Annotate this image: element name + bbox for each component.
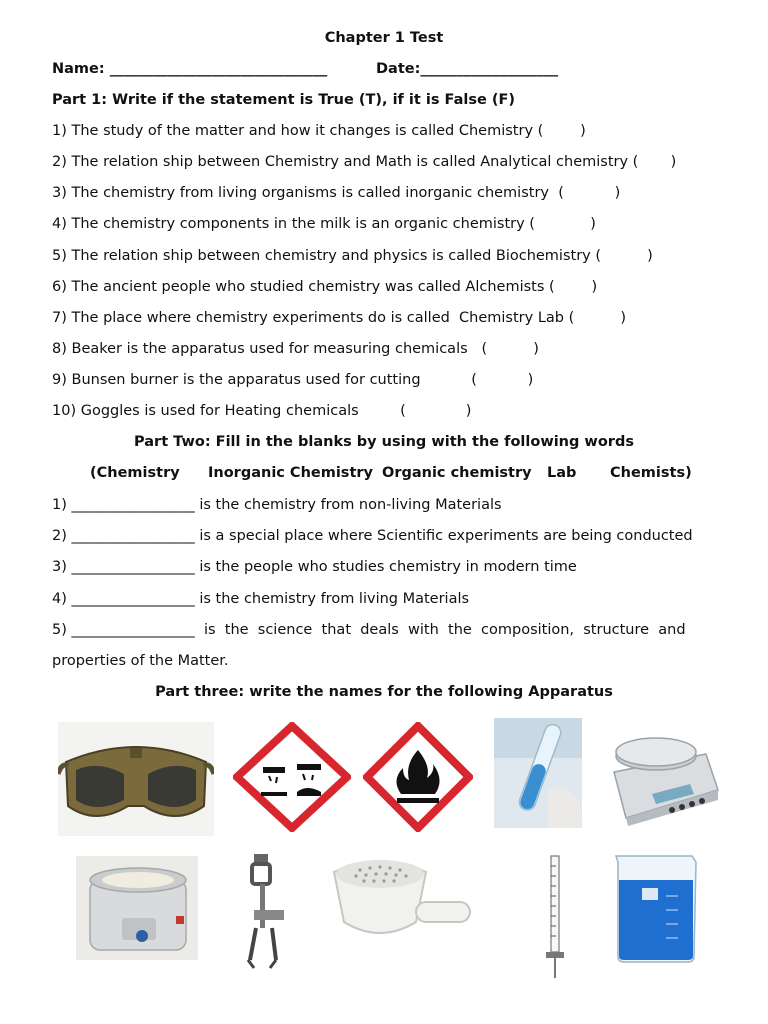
flammable-hazard-symbol bbox=[363, 722, 473, 832]
word-bank-item: (Chemistry bbox=[90, 465, 180, 481]
heating-mantle-image bbox=[76, 856, 198, 960]
true-false-item: 5) The relation ship between chemistry and physics is called Biochemistry ( ) bbox=[52, 248, 653, 264]
true-false-item: 8) Beaker is the apparatus used for measuring chemicals ( ) bbox=[52, 341, 539, 357]
true-false-item: 1) The study of the matter and how it changes is called Chemistry ( ) bbox=[52, 123, 586, 139]
true-false-item: 9) Bunsen burner is the apparatus used for cutting ( ) bbox=[52, 372, 534, 388]
clamp-image bbox=[240, 850, 296, 974]
word-bank-item: Chemists) bbox=[610, 465, 692, 481]
date-field-label: Date:___________________ bbox=[376, 61, 559, 77]
part1-heading: Part 1: Write if the statement is True (T), if it is False (F) bbox=[52, 92, 515, 108]
fill-blank-item: 5) _________________ is the science that deals with the composition, structure and bbox=[52, 622, 686, 638]
true-false-item: 10) Goggles is used for Heating chemicals ( ) bbox=[52, 403, 472, 419]
word-bank-item: Inorganic Chemistry bbox=[208, 465, 373, 481]
goggles-image bbox=[58, 722, 214, 836]
fill-blank-item: 2) _________________ is a special place where Scientific experiments are being conducted bbox=[52, 528, 693, 544]
true-false-item: 2) The relation ship between Chemistry and Math is called Analytical chemistry ( ) bbox=[52, 154, 677, 170]
word-bank bbox=[0, 465, 768, 483]
true-false-item: 7) The place where chemistry experiments do is called Chemistry Lab ( ) bbox=[52, 310, 627, 326]
fill-blank-item: 3) _________________ is the people who studies chemistry in modern time bbox=[52, 559, 577, 575]
test-tube-image bbox=[494, 718, 582, 828]
page-title: Chapter 1 Test bbox=[324, 30, 444, 46]
burette-image bbox=[540, 854, 570, 984]
digital-balance-image bbox=[606, 720, 722, 830]
true-false-item: 6) The ancient people who studied chemistry was called Alchemists ( ) bbox=[52, 279, 598, 295]
true-false-item: 3) The chemistry from living organisms is called inorganic chemistry ( ) bbox=[52, 185, 621, 201]
fill-blank-item-continued: properties of the Matter. bbox=[52, 653, 229, 669]
word-bank-item: Lab bbox=[547, 465, 577, 481]
beaker-image bbox=[608, 852, 704, 964]
buchner-funnel-image bbox=[322, 850, 474, 950]
fill-blank-item: 4) _________________ is the chemistry from living Materials bbox=[52, 591, 470, 607]
corrosive-hazard-symbol bbox=[233, 722, 351, 832]
word-bank-item: Organic chemistry bbox=[382, 465, 532, 481]
name-field-label: Name: ______________________________ bbox=[52, 61, 328, 77]
part3-heading: Part three: write the names for the following Apparatus bbox=[155, 684, 613, 700]
true-false-item: 4) The chemistry components in the milk is an organic chemistry ( ) bbox=[52, 216, 596, 232]
fill-blank-item: 1) _________________ is the chemistry from non-living Materials bbox=[52, 497, 502, 513]
part2-heading: Part Two: Fill in the blanks by using with the following words bbox=[134, 434, 634, 450]
